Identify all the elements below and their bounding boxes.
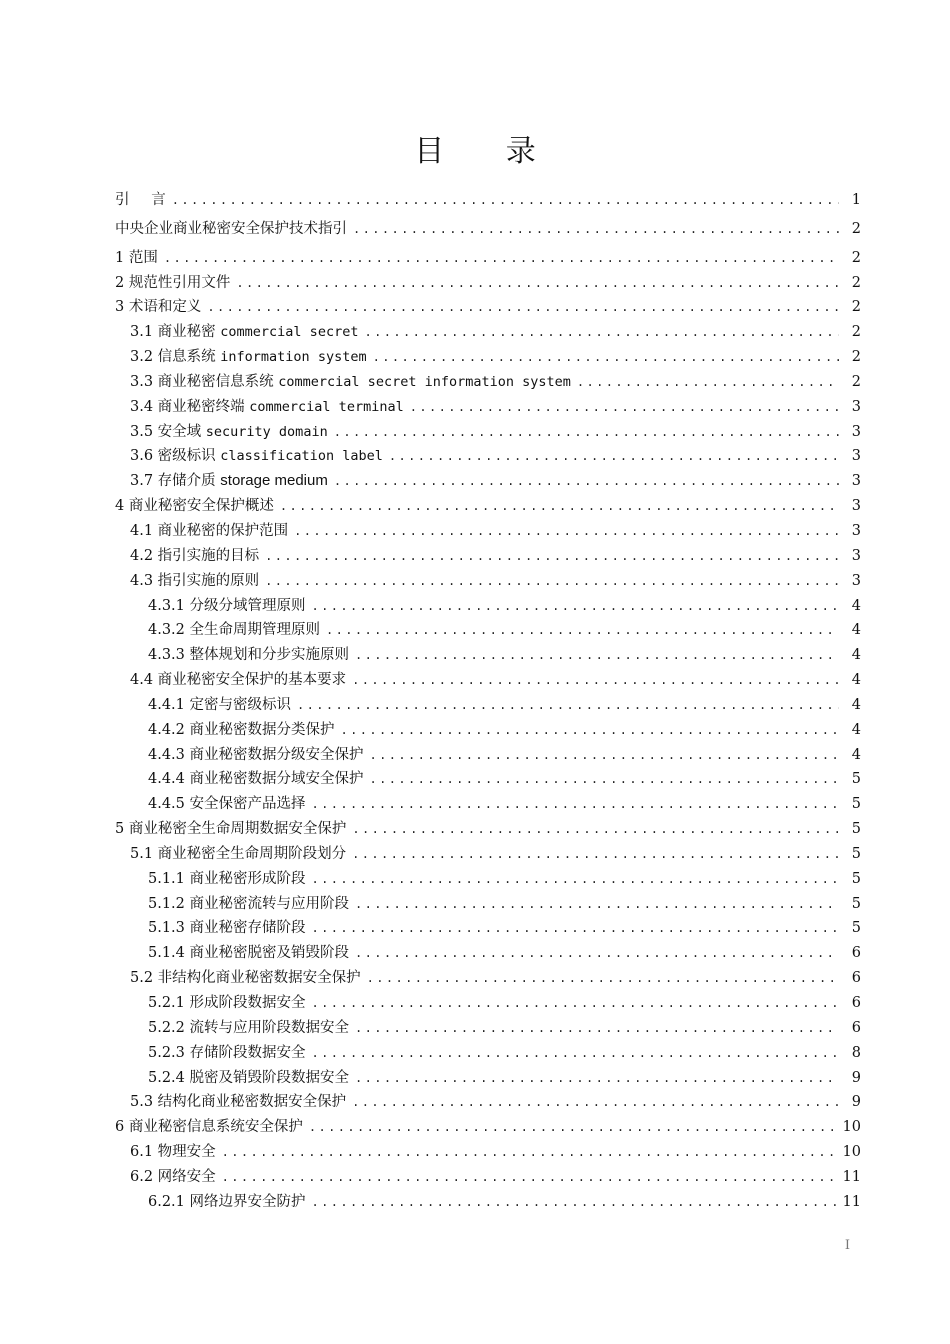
dot-leader bbox=[355, 892, 839, 917]
toc-entry-title: 安全保密产品选择 bbox=[189, 796, 306, 813]
toc-entry-number: 5.1.3 bbox=[148, 920, 185, 937]
toc-entry-page-number: 3 bbox=[851, 547, 861, 564]
toc-entry-label bbox=[130, 1090, 346, 1115]
toc-entry[interactable] bbox=[115, 569, 861, 594]
toc-entry-number: 4.4.1 bbox=[148, 696, 185, 713]
toc-entry[interactable] bbox=[115, 519, 861, 544]
toc-entry-page-number: 3 bbox=[851, 398, 861, 415]
toc-entry-page-number: 2 bbox=[851, 324, 861, 341]
toc-entry-label bbox=[148, 767, 364, 792]
toc-entry-number: 4.3 bbox=[130, 572, 154, 589]
dot-leader bbox=[355, 1066, 839, 1091]
dot-leader bbox=[312, 1190, 837, 1215]
dot-leader bbox=[294, 519, 839, 544]
toc-entry-number: 引 bbox=[115, 192, 130, 208]
toc-entry-number: 5.1.2 bbox=[148, 895, 185, 912]
toc-entry-page-number: 4 bbox=[851, 696, 861, 713]
toc-entry-title: 结构化商业秘密数据安全保护 bbox=[157, 1094, 347, 1111]
dot-leader bbox=[353, 217, 839, 242]
toc-entry[interactable] bbox=[115, 867, 861, 892]
dot-leader bbox=[312, 916, 839, 941]
toc-entry-title: 范围 bbox=[128, 249, 158, 266]
toc-entry[interactable] bbox=[115, 544, 861, 569]
toc-entry-label bbox=[130, 320, 358, 345]
toc-entry-page-number: 5 bbox=[851, 845, 861, 862]
toc-entry-label bbox=[130, 1165, 216, 1190]
dot-leader bbox=[236, 271, 839, 296]
toc-entry-number: 5.2.2 bbox=[148, 1019, 185, 1036]
table-of-contents bbox=[115, 188, 861, 1215]
toc-entry-label bbox=[115, 217, 347, 242]
toc-entry[interactable] bbox=[115, 370, 861, 395]
toc-entry[interactable] bbox=[115, 320, 861, 345]
toc-entry-title: 网络安全 bbox=[157, 1168, 216, 1185]
toc-entry-label bbox=[148, 792, 306, 817]
toc-entry-number: 3.1 bbox=[130, 324, 154, 341]
dot-leader bbox=[355, 941, 839, 966]
dot-leader bbox=[207, 295, 839, 320]
toc-entry-number: 5.2.1 bbox=[148, 995, 185, 1011]
toc-entry-label bbox=[115, 271, 230, 296]
toc-entry-title: 存储介质 bbox=[157, 473, 216, 490]
toc-entry-page-number: 5 bbox=[851, 895, 861, 912]
dot-leader bbox=[326, 618, 839, 643]
toc-entry-english-term: security domain bbox=[205, 423, 328, 440]
toc-entry-page-number: 6 bbox=[851, 970, 861, 987]
toc-entry-number: 4.4.4 bbox=[148, 771, 185, 788]
dot-leader bbox=[265, 544, 839, 569]
toc-entry-number: 5.2.4 bbox=[148, 1069, 185, 1086]
toc-entry-page-number: 5 bbox=[851, 870, 861, 887]
toc-entry[interactable] bbox=[115, 469, 861, 494]
toc-entry-label bbox=[148, 991, 306, 1016]
toc-entry[interactable] bbox=[115, 767, 861, 792]
dot-leader bbox=[370, 767, 839, 792]
toc-entry[interactable] bbox=[115, 941, 861, 966]
dot-leader bbox=[364, 320, 839, 345]
toc-entry-title: 商业秘密数据分级安全保护 bbox=[189, 746, 364, 763]
toc-entry-label bbox=[130, 842, 346, 867]
toc-entry-english-term: information system bbox=[220, 349, 367, 366]
toc-entry-label bbox=[130, 345, 367, 370]
toc-entry-title: 商业秘密安全保护概述 bbox=[128, 498, 274, 515]
toc-entry-label bbox=[130, 420, 328, 445]
dot-leader bbox=[334, 469, 839, 494]
dot-leader bbox=[352, 668, 839, 693]
toc-entry-page-number: 3 bbox=[851, 522, 861, 539]
toc-entry-page-number: 2 bbox=[851, 373, 861, 390]
toc-entry-title: 网络边界安全防护 bbox=[189, 1193, 306, 1210]
toc-entry-title: 商业秘密数据分域安全保护 bbox=[189, 771, 364, 788]
toc-entry-english-term: commercial secret information system bbox=[278, 373, 571, 390]
dot-leader bbox=[172, 188, 839, 213]
toc-entry-page-number: 5 bbox=[851, 796, 861, 813]
toc-entry[interactable] bbox=[115, 188, 861, 213]
toc-entry-title: 商业秘密脱密及销毁阶段 bbox=[189, 945, 350, 962]
toc-entry-number: 6 bbox=[115, 1119, 125, 1136]
toc-entry-page-number: 4 bbox=[851, 746, 861, 763]
toc-entry-page-number: 9 bbox=[851, 1069, 861, 1086]
dot-leader bbox=[312, 991, 839, 1016]
toc-entry[interactable] bbox=[115, 743, 861, 768]
toc-entry-page-number: 2 bbox=[851, 299, 861, 316]
toc-entry[interactable] bbox=[115, 966, 861, 991]
toc-entry-page-number: 3 bbox=[851, 572, 861, 589]
toc-entry-number: 3.3 bbox=[130, 373, 154, 390]
toc-entry-title: 存储阶段数据安全 bbox=[189, 1044, 306, 1061]
toc-entry-title: 商业秘密 bbox=[157, 324, 216, 341]
toc-entry-english-term: commercial terminal bbox=[249, 398, 404, 415]
toc-entry[interactable] bbox=[115, 792, 861, 817]
toc-entry[interactable] bbox=[115, 618, 861, 643]
toc-entry-page-number: 5 bbox=[851, 771, 861, 788]
dot-leader bbox=[577, 370, 839, 395]
toc-entry[interactable] bbox=[115, 295, 861, 320]
toc-entry-number: 3.7 bbox=[130, 473, 154, 490]
toc-entry-label bbox=[130, 966, 361, 991]
dot-leader bbox=[222, 1165, 837, 1190]
toc-entry-label bbox=[115, 817, 346, 842]
toc-entry-page-number: 1 bbox=[851, 192, 861, 208]
toc-entry-title: 物理安全 bbox=[157, 1144, 216, 1161]
toc-entry[interactable] bbox=[115, 494, 861, 519]
dot-leader bbox=[352, 817, 839, 842]
toc-entry[interactable] bbox=[115, 217, 861, 242]
toc-entry-english-term: classification label bbox=[220, 448, 383, 465]
toc-entry-title: 商业秘密的保护范围 bbox=[157, 522, 289, 539]
toc-entry-title: 言 bbox=[151, 192, 166, 208]
toc-entry-label bbox=[148, 941, 349, 966]
toc-entry[interactable] bbox=[115, 916, 861, 941]
toc-entry-number: 4.4.5 bbox=[148, 796, 185, 813]
toc-entry[interactable] bbox=[115, 271, 861, 296]
toc-entry-title: 商业秘密全生命周期阶段划分 bbox=[157, 845, 347, 862]
toc-entry[interactable] bbox=[115, 1140, 861, 1165]
toc-heading: 目 录 bbox=[414, 134, 562, 169]
toc-entry-title: 术语和定义 bbox=[128, 299, 202, 316]
toc-entry-number: 3.5 bbox=[130, 423, 154, 440]
toc-entry-title: 商业秘密全生命周期数据安全保护 bbox=[128, 821, 347, 838]
toc-entry-english-term: storage medium bbox=[220, 472, 328, 490]
toc-entry[interactable] bbox=[115, 395, 861, 420]
toc-entry-page-number: 4 bbox=[851, 622, 861, 639]
toc-entry-label bbox=[148, 1190, 306, 1215]
toc-entry-label bbox=[115, 188, 166, 213]
toc-entry-number: 4.3.1 bbox=[148, 597, 185, 614]
toc-entry-title: 商业秘密终端 bbox=[157, 398, 245, 415]
toc-entry-label bbox=[130, 1140, 216, 1165]
dot-leader bbox=[352, 1090, 839, 1115]
dot-leader bbox=[341, 718, 839, 743]
toc-entry-title: 商业秘密安全保护的基本要求 bbox=[157, 672, 347, 689]
toc-entry-page-number: 10 bbox=[842, 1144, 861, 1161]
toc-entry[interactable] bbox=[115, 345, 861, 370]
toc-entry-label bbox=[115, 295, 201, 320]
toc-entry-number: 6.2 bbox=[130, 1168, 154, 1185]
toc-entry-title: 非结构化商业秘密数据安全保护 bbox=[157, 970, 361, 987]
dot-leader bbox=[312, 867, 839, 892]
toc-entry-page-number: 2 bbox=[851, 274, 861, 291]
toc-entry-label bbox=[148, 916, 306, 941]
toc-entry-title: 信息系统 bbox=[157, 349, 216, 366]
toc-entry[interactable] bbox=[115, 693, 861, 718]
toc-entry-number: 1 bbox=[115, 249, 125, 266]
toc-entry-title: 中央企业商业秘密安全保护技术指引 bbox=[115, 220, 347, 237]
toc-entry[interactable] bbox=[115, 1090, 861, 1115]
toc-entry-title: 密级标识 bbox=[157, 448, 216, 465]
toc-entry-number: 6.2.1 bbox=[148, 1193, 185, 1210]
toc-entry-number: 5.1 bbox=[130, 845, 154, 862]
page-number-folio: I bbox=[844, 1238, 850, 1253]
toc-entry-number: 4.2 bbox=[130, 547, 154, 564]
toc-entry-label bbox=[130, 395, 404, 420]
toc-entry-page-number: 5 bbox=[851, 821, 861, 838]
toc-entry-page-number: 3 bbox=[851, 498, 861, 515]
dot-leader bbox=[222, 1140, 837, 1165]
toc-entry-number: 4.3.3 bbox=[148, 647, 185, 664]
toc-entry-title: 整体规划和分步实施原则 bbox=[189, 647, 350, 664]
toc-entry-page-number: 11 bbox=[842, 1168, 861, 1185]
toc-entry-title: 定密与密级标识 bbox=[189, 696, 292, 713]
dot-leader bbox=[355, 1016, 839, 1041]
toc-entry-label bbox=[130, 569, 259, 594]
toc-entry-page-number: 10 bbox=[842, 1119, 861, 1136]
toc-entry-title: 商业秘密形成阶段 bbox=[189, 870, 306, 887]
toc-entry-number: 4 bbox=[115, 498, 125, 515]
toc-entry-number: 3.2 bbox=[130, 349, 154, 366]
toc-entry-number: 3 bbox=[115, 299, 125, 316]
toc-entry-number: 3.6 bbox=[130, 448, 154, 465]
toc-entry-page-number: 5 bbox=[851, 920, 861, 937]
toc-entry-label bbox=[115, 246, 158, 271]
toc-entry-page-number: 3 bbox=[851, 473, 861, 490]
toc-entry-number: 3.4 bbox=[130, 398, 154, 415]
toc-entry-label bbox=[130, 370, 571, 395]
toc-entry-page-number: 9 bbox=[851, 1094, 861, 1111]
toc-entry-title: 商业秘密信息系统 bbox=[157, 373, 274, 390]
dot-leader bbox=[389, 444, 839, 469]
toc-entry-number: 4.4.3 bbox=[148, 746, 185, 763]
dot-leader bbox=[280, 494, 839, 519]
toc-entry-number: 5.3 bbox=[130, 1094, 154, 1111]
toc-entry-title: 脱密及销毁阶段数据安全 bbox=[189, 1069, 350, 1086]
toc-entry-number: 4.1 bbox=[130, 522, 154, 539]
toc-entry-label bbox=[148, 594, 306, 619]
toc-entry-number: 5.2.3 bbox=[148, 1044, 185, 1061]
toc-entry-label bbox=[115, 494, 274, 519]
toc-entry-title: 商业秘密流转与应用阶段 bbox=[189, 895, 350, 912]
toc-entry[interactable] bbox=[115, 668, 861, 693]
toc-entry-label bbox=[148, 892, 349, 917]
toc-entry[interactable] bbox=[115, 246, 861, 271]
toc-entry[interactable] bbox=[115, 842, 861, 867]
toc-entry-label bbox=[148, 1016, 349, 1041]
dot-leader bbox=[312, 594, 839, 619]
toc-entry-label bbox=[115, 1115, 303, 1140]
toc-entry[interactable] bbox=[115, 1016, 861, 1041]
toc-entry[interactable] bbox=[115, 420, 861, 445]
toc-entry-page-number: 2 bbox=[851, 249, 861, 266]
toc-entry[interactable] bbox=[115, 1165, 861, 1190]
toc-entry-title: 商业秘密存储阶段 bbox=[189, 920, 306, 937]
toc-entry-label bbox=[148, 743, 364, 768]
toc-entry-page-number: 6 bbox=[851, 945, 861, 962]
toc-entry-number: 5.1.1 bbox=[148, 870, 185, 887]
toc-entry[interactable] bbox=[115, 991, 861, 1016]
dot-leader bbox=[410, 395, 839, 420]
toc-entry-number: 6.1 bbox=[130, 1144, 154, 1161]
dot-leader bbox=[334, 420, 839, 445]
toc-entry-label bbox=[130, 444, 383, 469]
toc-entry-page-number: 6 bbox=[851, 1019, 861, 1036]
toc-entry-page-number: 4 bbox=[851, 647, 861, 664]
toc-entry-english-term: commercial secret bbox=[220, 324, 359, 341]
toc-entry-title: 形成阶段数据安全 bbox=[189, 995, 306, 1011]
toc-entry-page-number: 2 bbox=[851, 220, 861, 237]
toc-entry-title: 安全域 bbox=[157, 423, 202, 440]
toc-entry-label bbox=[148, 1041, 306, 1066]
toc-entry[interactable] bbox=[115, 1115, 861, 1140]
toc-entry-number: 2 bbox=[115, 274, 125, 291]
toc-entry-title: 指引实施的目标 bbox=[157, 547, 260, 564]
dot-leader bbox=[265, 569, 839, 594]
toc-entry-number: 4.4.2 bbox=[148, 721, 185, 738]
toc-entry-label bbox=[148, 618, 320, 643]
toc-entry-label bbox=[148, 1066, 349, 1091]
toc-entry-number: 4.4 bbox=[130, 672, 154, 689]
toc-entry-title: 商业秘密数据分类保护 bbox=[189, 721, 335, 738]
toc-entry-label bbox=[148, 718, 335, 743]
toc-entry-title: 全生命周期管理原则 bbox=[189, 622, 321, 639]
toc-entry[interactable] bbox=[115, 444, 861, 469]
toc-entry-label bbox=[148, 693, 291, 718]
dot-leader bbox=[312, 1041, 839, 1066]
toc-entry[interactable] bbox=[115, 643, 861, 668]
toc-entry-title: 规范性引用文件 bbox=[128, 274, 231, 291]
toc-entry-page-number: 8 bbox=[851, 1044, 861, 1061]
toc-entry[interactable] bbox=[115, 1066, 861, 1091]
toc-entry[interactable] bbox=[115, 1190, 861, 1215]
dot-leader bbox=[312, 792, 839, 817]
toc-entry[interactable] bbox=[115, 892, 861, 917]
dot-leader bbox=[367, 966, 839, 991]
dot-leader bbox=[373, 345, 839, 370]
dot-leader bbox=[370, 743, 839, 768]
toc-entry-page-number: 6 bbox=[851, 995, 861, 1011]
toc-entry-title: 商业秘密信息系统安全保护 bbox=[128, 1119, 303, 1136]
toc-entry-page-number: 11 bbox=[842, 1193, 861, 1210]
dot-leader bbox=[355, 643, 839, 668]
toc-entry-number: 5.1.4 bbox=[148, 945, 185, 962]
toc-entry-page-number: 3 bbox=[851, 423, 861, 440]
toc-entry-title: 分级分域管理原则 bbox=[189, 597, 306, 614]
toc-entry-label bbox=[148, 867, 306, 892]
toc-entry-page-number: 4 bbox=[851, 672, 861, 689]
dot-leader bbox=[309, 1115, 837, 1140]
toc-entry-title: 流转与应用阶段数据安全 bbox=[189, 1019, 350, 1036]
toc-entry-label bbox=[148, 643, 349, 668]
toc-entry[interactable] bbox=[115, 1041, 861, 1066]
toc-entry-page-number: 4 bbox=[851, 597, 861, 614]
toc-entry[interactable] bbox=[115, 718, 861, 743]
toc-entry-number: 5 bbox=[115, 821, 125, 838]
toc-entry[interactable] bbox=[115, 594, 861, 619]
dot-leader bbox=[297, 693, 839, 718]
toc-entry-label bbox=[130, 544, 259, 569]
toc-entry-label bbox=[130, 519, 288, 544]
toc-entry-page-number: 4 bbox=[851, 721, 861, 738]
toc-entry-title: 指引实施的原则 bbox=[157, 572, 260, 589]
toc-entry-label bbox=[130, 668, 346, 693]
dot-leader bbox=[352, 842, 839, 867]
toc-entry-label bbox=[130, 469, 328, 494]
toc-entry[interactable] bbox=[115, 817, 861, 842]
toc-entry-page-number: 3 bbox=[851, 448, 861, 465]
toc-entry-number: 5.2 bbox=[130, 970, 154, 987]
dot-leader bbox=[164, 246, 839, 271]
toc-entry-page-number: 2 bbox=[851, 349, 861, 366]
toc-entry-number: 4.3.2 bbox=[148, 622, 185, 639]
